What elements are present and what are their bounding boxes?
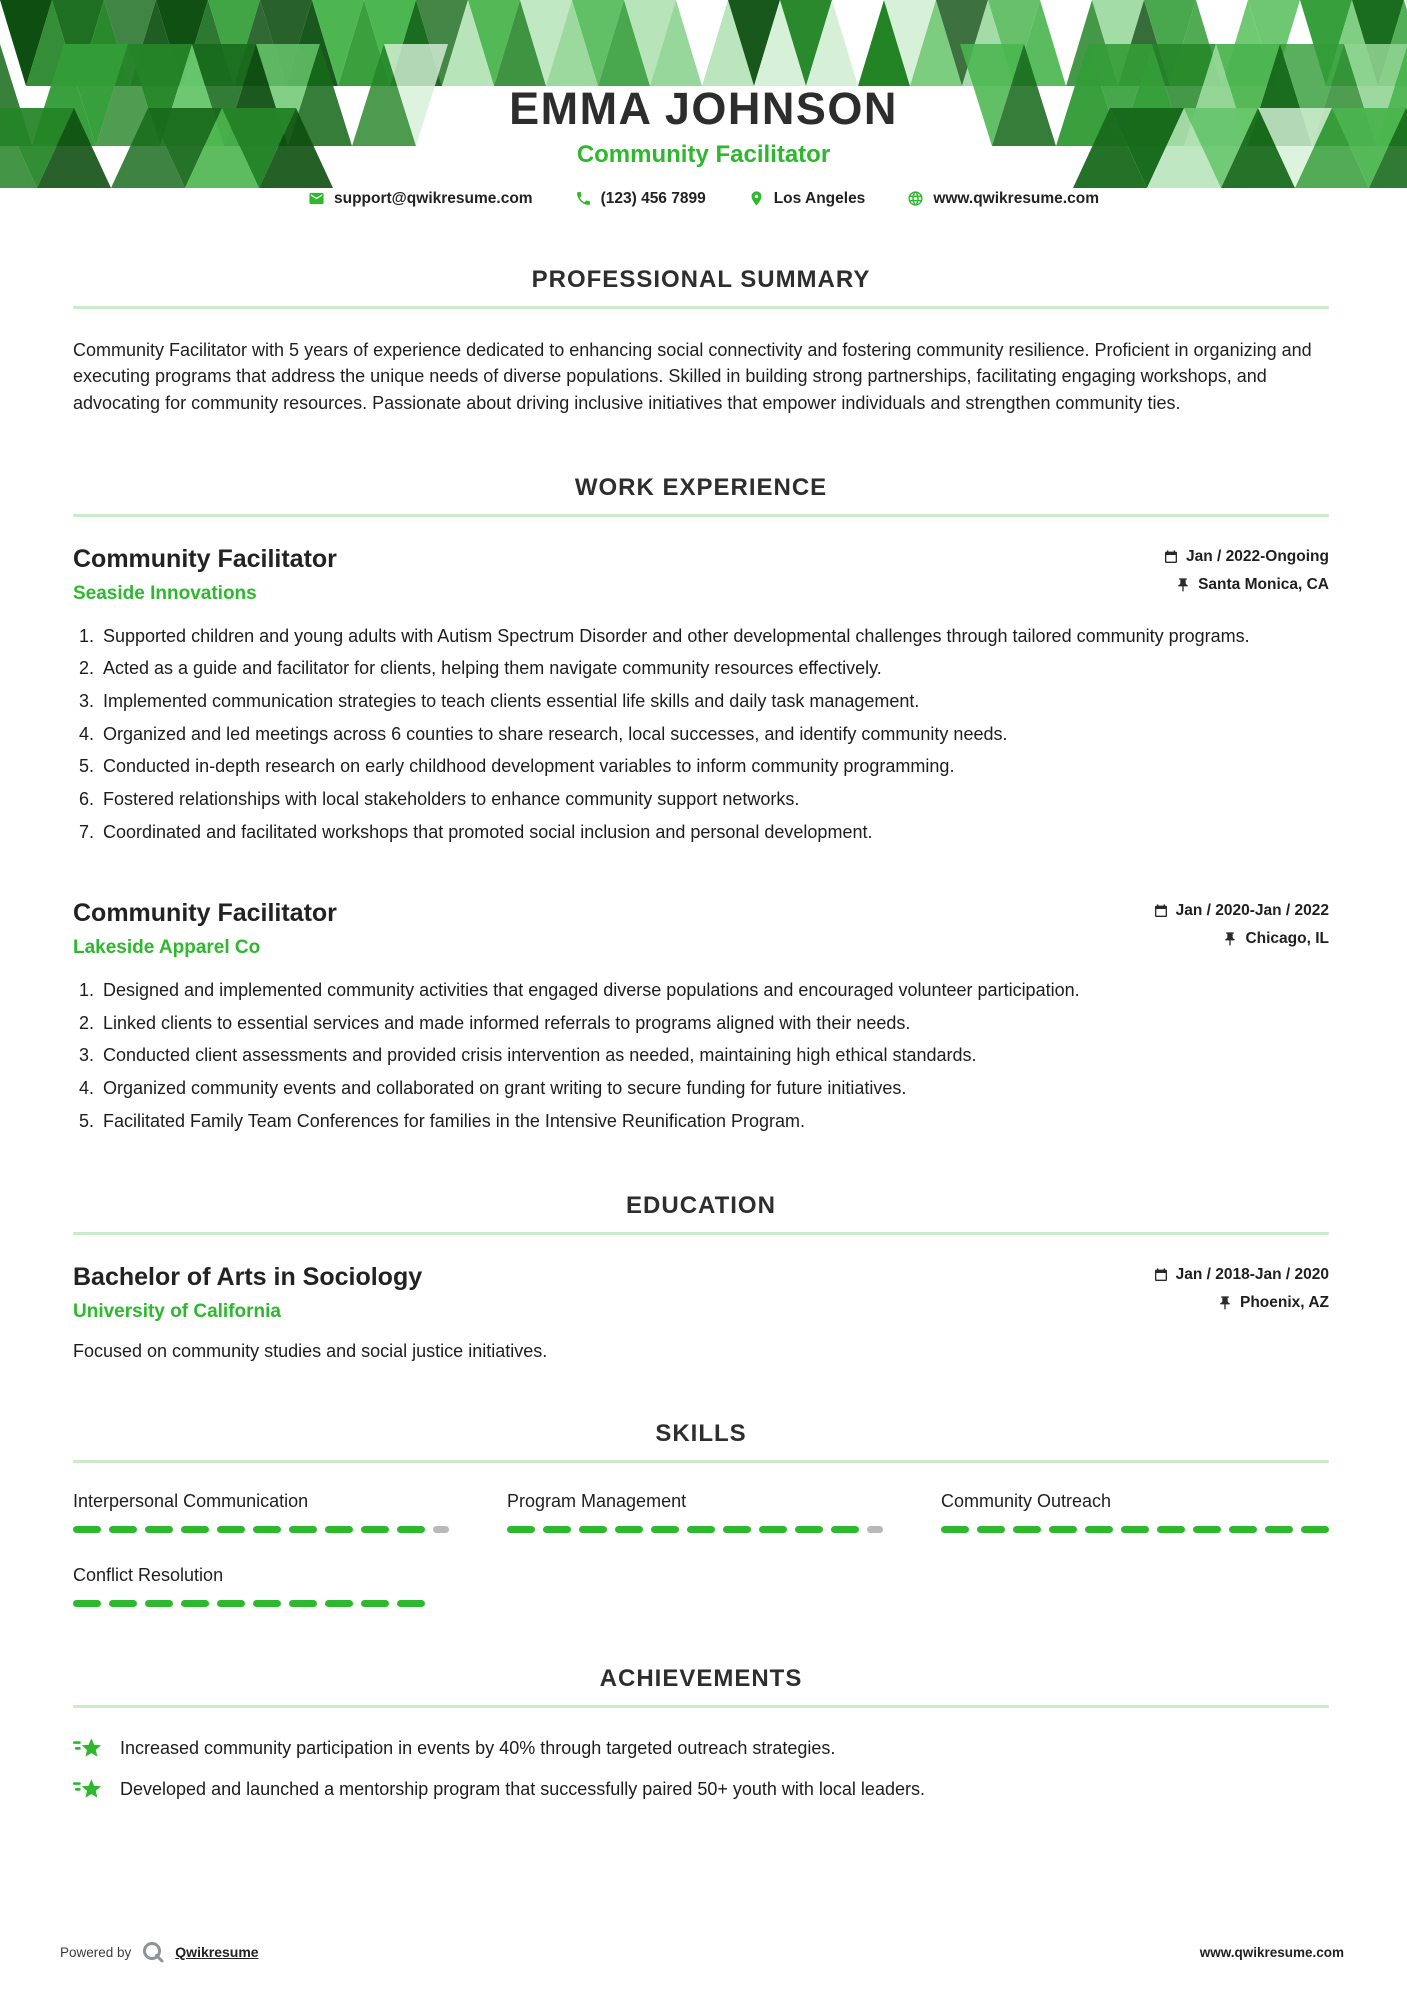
job-title: Community Facilitator [73,544,337,573]
skill-dash-filled [145,1600,173,1607]
experience-bullet: 6. Fostered relationships with local stakeholders to enhance community support networks. [99,786,1329,813]
skill-dash-filled [1049,1526,1077,1533]
job-header-left [73,545,337,605]
job-dates [1153,902,1329,920]
phone-icon [575,190,592,207]
education-header-right [1153,1263,1329,1322]
job-title: Community Facilitator [73,899,337,928]
job-location [1153,930,1329,948]
skill-dash-filled [361,1526,389,1533]
experience-bullet: 1. Designed and implemented community activities that engaged diverse populations and encouraged volunteer participation. [99,977,1329,1004]
skill-item [73,1491,461,1533]
skill-dash-filled [1085,1526,1113,1533]
section-divider [73,306,1329,309]
calendar-icon [1153,1267,1169,1283]
skill-dash-filled [1121,1526,1149,1533]
experience-bullet: 1. Supported children and young adults with Autism Spectrum Disorder and other developmental challenges through tailored community programs. [99,623,1329,650]
contact-location [748,190,866,208]
job-location [1163,576,1329,594]
skill-dash-filled [615,1526,643,1533]
experience-heading: WORK EXPERIENCE [574,473,828,501]
achievements-list [73,1736,1329,1800]
qwikresume-link[interactable]: Qwikresume [175,1944,259,1960]
contact-email-text: support@qwikresume.com [334,189,533,207]
skill-dash-filled [1193,1526,1221,1533]
skill-item [73,1565,461,1607]
skill-dash-filled [181,1526,209,1533]
school-name: University of California [73,1301,281,1323]
contact-phone-text: (123) 456 7899 [600,189,706,207]
calendar-icon [1153,903,1169,919]
page-footer [0,1916,1407,1990]
candidate-title: Community Facilitator [576,140,831,168]
job-location-text: Santa Monica, CA [1198,575,1329,593]
skill-bar [73,1600,461,1607]
job-header-right [1163,545,1329,604]
experience-bullet: 3. Implemented communication strategies to teach clients essential life skills and daily task management. [99,688,1329,715]
candidate-name: EMMA JOHNSON [509,83,898,134]
star-achievement-icon [73,1735,103,1759]
skill-dash-filled [289,1600,317,1607]
skill-dash-filled [289,1526,317,1533]
contact-phone [575,190,706,208]
job-header [73,545,1329,605]
job-company: Seaside Innovations [73,582,257,604]
experience-bullet: 4. Organized and led meetings across 6 counties to share research, local successes, and identify community needs. [99,721,1329,748]
skill-dash-filled [253,1526,281,1533]
achievement-text: Increased community participation in events by 40% through targeted outreach strategies. [120,1738,836,1759]
skill-item [941,1491,1329,1533]
education-location [1153,1294,1329,1312]
calendar-icon [1163,549,1179,565]
contact-email [308,190,533,208]
skill-dash-filled [579,1526,607,1533]
section-achievements [73,1665,1329,1800]
section-summary [73,266,1329,416]
education-entry [73,1263,1329,1362]
contact-row [0,190,1407,208]
location-pin-icon [748,190,765,207]
skill-dash-filled [1229,1526,1257,1533]
skill-dash-filled [109,1600,137,1607]
job-dates-text: Jan / 2022-Ongoing [1186,547,1329,565]
pushpin-icon [1217,1295,1233,1311]
skill-dash-filled [217,1600,245,1607]
job-entry [73,899,1329,1134]
contact-website [907,190,1099,208]
job-dates [1163,548,1329,566]
section-experience [73,474,1329,1135]
education-header [73,1263,1329,1323]
skill-dash-filled [543,1526,571,1533]
section-divider [73,1705,1329,1708]
skill-dash-filled [507,1526,535,1533]
skill-dash-filled [73,1600,101,1607]
education-description: Focused on community studies and social justice initiatives. [73,1341,548,1362]
contact-website-text: www.qwikresume.com [933,189,1099,207]
degree-title: Bachelor of Arts in Sociology [73,1263,423,1292]
footer-website: www.qwikresume.com [1199,1944,1344,1960]
email-icon [308,190,325,207]
skill-dash-filled [325,1526,353,1533]
skill-item [507,1491,895,1533]
job-bullet-list [73,977,1329,1134]
skill-dash-filled [109,1526,137,1533]
qwikresume-logo-icon [141,1940,165,1964]
job-bullet-list [73,623,1329,845]
experience-bullet: 3. Conducted client assessments and provided crisis intervention as needed, maintaining high ethical standards. [99,1042,1329,1069]
skill-dash-filled [73,1526,101,1533]
summary-heading: PROFESSIONAL SUMMARY [531,266,871,293]
job-dates-text: Jan / 2020-Jan / 2022 [1175,902,1329,920]
skill-dash-filled [1157,1526,1185,1533]
skill-dash-filled [361,1600,389,1607]
powered-by-label: Powered by [60,1944,132,1960]
pushpin-icon [1222,931,1238,947]
skill-dash-empty [867,1526,883,1533]
skill-bar [507,1526,895,1533]
skill-dash-filled [687,1526,715,1533]
contact-location-text: Los Angeles [773,189,866,207]
skill-dash-filled [795,1526,823,1533]
skill-dash-filled [723,1526,751,1533]
skill-dash-empty [433,1526,449,1533]
footer-branding [60,1940,259,1964]
job-company: Lakeside Apparel Co [73,937,261,959]
achievement-text: Developed and launched a mentorship program that successfully paired 50+ youth with local leaders. [120,1779,925,1800]
skill-dash-filled [145,1526,173,1533]
education-heading: EDUCATION [626,1192,776,1220]
globe-icon [907,190,924,207]
education-dates-text: Jan / 2018-Jan / 2020 [1175,1266,1329,1284]
skill-dash-filled [941,1526,969,1533]
skill-dash-filled [253,1600,281,1607]
skill-dash-filled [397,1526,425,1533]
section-divider [73,1232,1329,1235]
star-achievement-icon [73,1776,103,1800]
skill-name: Community Outreach [941,1491,1112,1512]
job-header [73,899,1329,959]
section-divider [73,514,1329,517]
section-divider [73,1460,1329,1463]
experience-bullet: 5. Conducted in-depth research on early childhood development variables to inform community programming. [99,753,1329,780]
skill-dash-filled [325,1600,353,1607]
skills-grid [73,1491,1329,1607]
skill-dash-filled [1265,1526,1293,1533]
experience-bullet: 5. Facilitated Family Team Conferences for families in the Intensive Reunification Program. [99,1108,1329,1135]
section-education [73,1192,1329,1362]
experience-bullet: 7. Coordinated and facilitated workshops that promoted social inclusion and personal development. [99,819,1329,846]
hero-inner [0,0,1407,208]
skill-dash-filled [651,1526,679,1533]
education-dates [1153,1266,1329,1284]
achievement-item [73,1777,1329,1800]
job-header-right [1153,899,1329,958]
section-skills [73,1420,1329,1607]
skill-dash-filled [1301,1526,1329,1533]
skill-bar [941,1526,1329,1533]
skill-dash-filled [217,1526,245,1533]
experience-bullet: 2. Linked clients to essential services and made informed referrals to programs aligned with their needs. [99,1010,1329,1037]
job-header-left [73,899,337,959]
skill-dash-filled [181,1600,209,1607]
skill-dash-filled [977,1526,1005,1533]
job-location-text: Chicago, IL [1245,930,1329,948]
achievement-item [73,1736,1329,1759]
job-entry [73,545,1329,845]
pushpin-icon [1175,577,1191,593]
skill-name: Interpersonal Communication [73,1491,309,1512]
skill-dash-filled [1013,1526,1041,1533]
education-location-text: Phoenix, AZ [1240,1294,1329,1312]
skill-dash-filled [831,1526,859,1533]
resume-header [0,0,1407,236]
skill-name: Conflict Resolution [73,1565,224,1586]
skills-heading: SKILLS [655,1420,747,1448]
skill-name: Program Management [507,1491,687,1512]
resume-body [0,236,1407,1916]
skill-dash-filled [759,1526,787,1533]
experience-bullet: 2. Acted as a guide and facilitator for clients, helping them navigate community resources effectively. [99,655,1329,682]
skill-bar [73,1526,461,1533]
education-header-left [73,1263,422,1323]
achievements-heading: ACHIEVEMENTS [599,1665,803,1693]
skill-dash-filled [397,1600,425,1607]
summary-text: Community Facilitator with 5 years of experience dedicated to enhancing social connectivity and fostering community resilience. Proficient in organizing and executing programs that address the unique needs of diverse populations. Skilled in building strong partnerships, facilitating engaging workshops, and advocating for community resources. Passionate about driving inclusive initiatives that empower individuals and strengthen community ties. [73,340,1312,413]
experience-bullet: 4. Organized community events and collaborated on grant writing to secure funding for future initiatives. [99,1075,1329,1102]
